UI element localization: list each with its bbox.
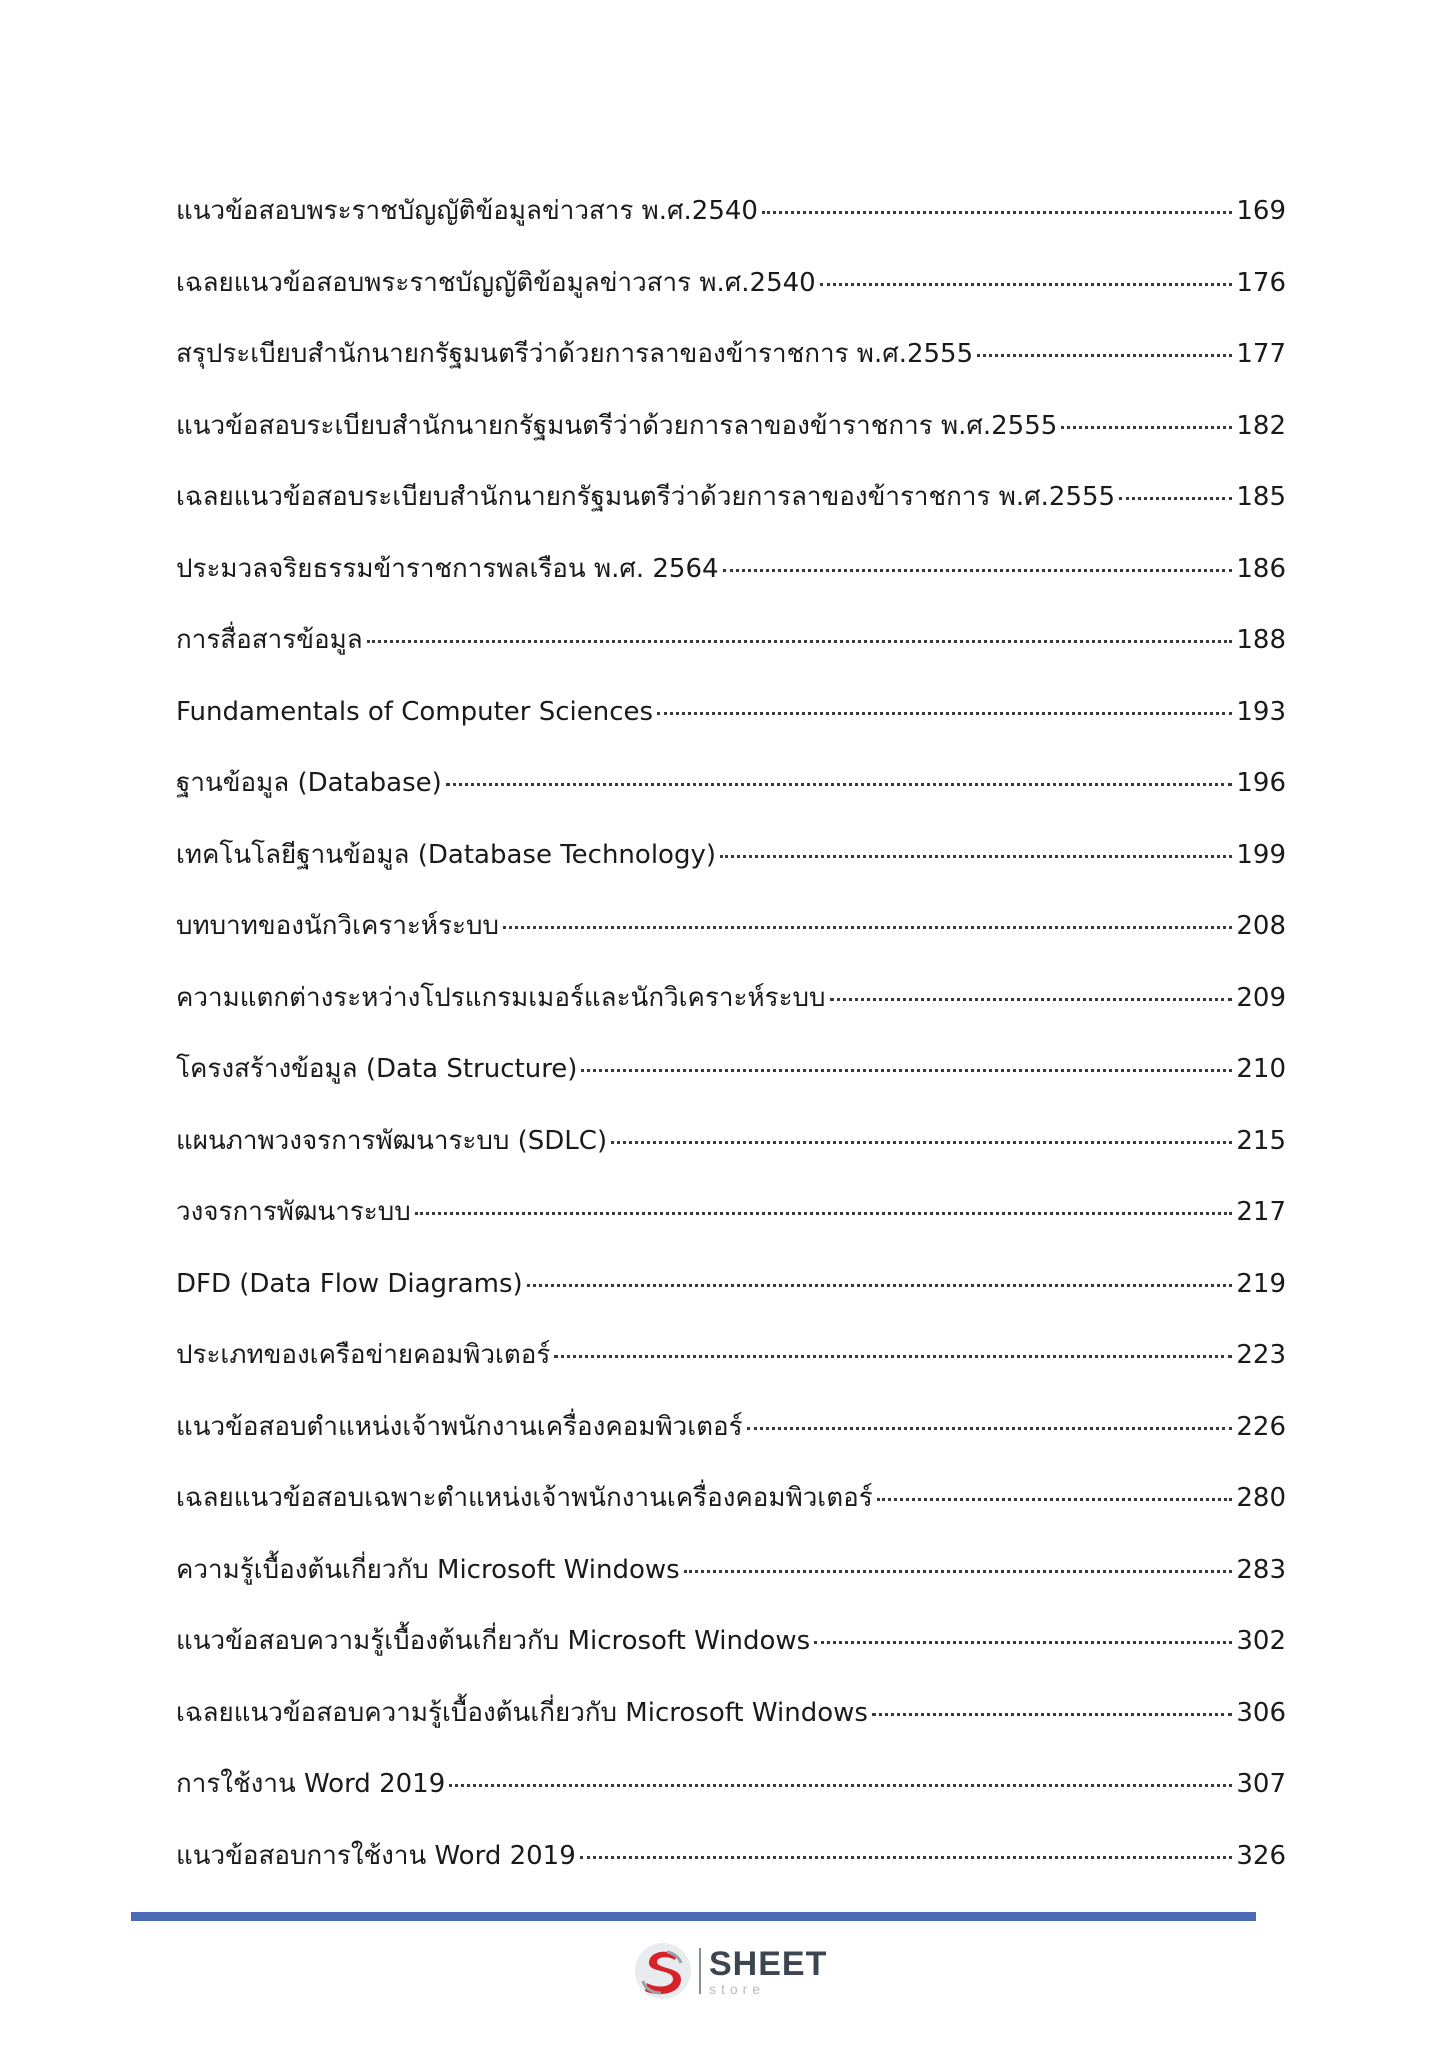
toc-entry-title: วงจรการพัฒนาระบบ bbox=[176, 1197, 411, 1227]
toc-entry[interactable] bbox=[176, 1034, 1286, 1106]
toc-entry-title: เฉลยแนวข้อสอบเฉพาะตำแหน่งเจ้าพนักงานเครื่องคอมพิวเตอร์ bbox=[176, 1483, 873, 1513]
logo-brand-name: SHEET bbox=[709, 1944, 828, 1983]
toc-entry-title: ฐานข้อมูล (Database) bbox=[176, 768, 442, 798]
toc-entry-title: เฉลยแนวข้อสอบพระราชบัญญัติข้อมูลข่าวสาร พ.ศ.2540 bbox=[176, 267, 816, 298]
dot-leader bbox=[415, 1212, 1233, 1215]
dot-leader bbox=[723, 569, 1233, 572]
toc-entry-page: 326 bbox=[1236, 1840, 1286, 1871]
toc-entry[interactable] bbox=[176, 677, 1286, 749]
toc-entry-page: 219 bbox=[1236, 1268, 1286, 1299]
dot-leader bbox=[977, 354, 1232, 357]
dot-leader bbox=[657, 712, 1232, 715]
toc-entry[interactable] bbox=[176, 462, 1286, 534]
dot-leader bbox=[1119, 497, 1232, 500]
toc-entry-page: 223 bbox=[1236, 1340, 1286, 1370]
toc-entry-page: 199 bbox=[1236, 839, 1286, 870]
brand-logo bbox=[633, 1939, 827, 2003]
dot-leader bbox=[830, 998, 1233, 1001]
toc-entry-page: 280 bbox=[1236, 1483, 1286, 1513]
dot-leader bbox=[367, 640, 1233, 643]
toc-entry-page: 185 bbox=[1236, 482, 1286, 512]
dot-leader bbox=[581, 1069, 1232, 1072]
toc-entry-page: 283 bbox=[1236, 1554, 1286, 1585]
toc-entry-page: 306 bbox=[1236, 1697, 1286, 1728]
dot-leader bbox=[446, 783, 1233, 786]
toc-entry[interactable] bbox=[176, 1392, 1286, 1464]
toc-entry[interactable] bbox=[176, 248, 1286, 320]
dot-leader bbox=[814, 1641, 1232, 1644]
dot-leader bbox=[684, 1570, 1233, 1573]
toc-entry[interactable] bbox=[176, 391, 1286, 463]
toc-entry-page: 209 bbox=[1236, 982, 1286, 1013]
toc-entry-title: ความรู้เบื้องต้นเกี่ยวกับ Microsoft Windows bbox=[176, 1554, 680, 1585]
toc-entry-title: แนวข้อสอบระเบียบสำนักนายกรัฐมนตรีว่าด้วยการลาของข้าราชการ พ.ศ.2555 bbox=[176, 410, 1058, 441]
toc-entry-page: 217 bbox=[1236, 1197, 1286, 1227]
dot-leader bbox=[872, 1713, 1232, 1716]
toc-entry[interactable] bbox=[176, 176, 1286, 248]
footer-divider bbox=[131, 1912, 1256, 1921]
toc-entry-page: 210 bbox=[1236, 1054, 1286, 1084]
toc-entry-page: 186 bbox=[1236, 553, 1286, 584]
toc-entry-title: ประมวลจริยธรรมข้าราชการพลเรือน พ.ศ. 2564 bbox=[176, 553, 719, 584]
toc-entry-title: แผนภาพวงจรการพัฒนาระบบ (SDLC) bbox=[176, 1125, 608, 1156]
sheet-store-s-logo-icon bbox=[633, 1941, 693, 2001]
toc-entry[interactable] bbox=[176, 1606, 1286, 1678]
toc-entry-page: 196 bbox=[1236, 768, 1286, 798]
toc-entry[interactable] bbox=[176, 820, 1286, 892]
toc-entry[interactable] bbox=[176, 1320, 1286, 1392]
toc-entry[interactable] bbox=[176, 1177, 1286, 1249]
dot-leader bbox=[877, 1498, 1233, 1501]
toc-entry-page: 193 bbox=[1236, 696, 1286, 727]
toc-entry-title: แนวข้อสอบตำแหน่งเจ้าพนักงานเครื่องคอมพิวเตอร์ bbox=[176, 1411, 743, 1442]
toc-entry-title: บทบาทของนักวิเคราะห์ระบบ bbox=[176, 911, 499, 941]
toc-entry[interactable] bbox=[176, 605, 1286, 677]
dot-leader bbox=[527, 1284, 1233, 1287]
toc-entry-page: 226 bbox=[1236, 1411, 1286, 1442]
toc-entry-title: เฉลยแนวข้อสอบระเบียบสำนักนายกรัฐมนตรีว่าด้วยการลาของข้าราชการ พ.ศ.2555 bbox=[176, 482, 1116, 512]
logo-brand-sub: store bbox=[709, 1980, 766, 1997]
toc-entry[interactable] bbox=[176, 748, 1286, 820]
toc-entry-title: แนวข้อสอบความรู้เบื้องต้นเกี่ยวกับ Microsoft Windows bbox=[176, 1626, 811, 1656]
toc-entry-page: 302 bbox=[1236, 1626, 1286, 1656]
table-of-contents bbox=[176, 176, 1286, 1892]
dot-leader bbox=[554, 1355, 1232, 1358]
toc-entry-page: 177 bbox=[1236, 339, 1286, 369]
toc-entry-title: แนวข้อสอบการใช้งาน Word 2019 bbox=[176, 1840, 576, 1871]
toc-entry-title: ความแตกต่างระหว่างโปรแกรมเมอร์และนักวิเคราะห์ระบบ bbox=[176, 982, 826, 1013]
toc-entry-title: การสื่อสารข้อมูล bbox=[176, 625, 363, 655]
toc-entry-page: 188 bbox=[1236, 625, 1286, 655]
toc-entry[interactable] bbox=[176, 1749, 1286, 1821]
toc-entry[interactable] bbox=[176, 891, 1286, 963]
toc-entry-page: 215 bbox=[1236, 1125, 1286, 1156]
toc-entry-title: Fundamentals of Computer Sciences bbox=[176, 696, 654, 727]
toc-entry-page: 208 bbox=[1236, 911, 1286, 941]
toc-entry-page: 307 bbox=[1236, 1769, 1286, 1799]
dot-leader bbox=[762, 211, 1232, 214]
dot-leader bbox=[820, 283, 1233, 286]
dot-leader bbox=[503, 926, 1232, 929]
toc-entry[interactable] bbox=[176, 1249, 1286, 1321]
toc-entry-page: 169 bbox=[1236, 196, 1286, 226]
toc-entry-title: แนวข้อสอบพระราชบัญญัติข้อมูลข่าวสาร พ.ศ.2540 bbox=[176, 196, 758, 226]
toc-entry-page: 176 bbox=[1236, 267, 1286, 298]
toc-entry[interactable] bbox=[176, 319, 1286, 391]
dot-leader bbox=[747, 1427, 1233, 1430]
toc-entry[interactable] bbox=[176, 1678, 1286, 1750]
toc-entry-title: สรุประเบียบสำนักนายกรัฐมนตรีว่าด้วยการลาของข้าราชการ พ.ศ.2555 bbox=[176, 339, 974, 369]
toc-entry[interactable] bbox=[176, 1821, 1286, 1893]
toc-entry[interactable] bbox=[176, 534, 1286, 606]
toc-entry-title: เฉลยแนวข้อสอบความรู้เบื้องต้นเกี่ยวกับ Microsoft Windows bbox=[176, 1697, 868, 1728]
toc-entry[interactable] bbox=[176, 1463, 1286, 1535]
logo-divider bbox=[699, 1948, 701, 1994]
toc-entry-title: โครงสร้างข้อมูล (Data Structure) bbox=[176, 1054, 578, 1084]
toc-entry[interactable] bbox=[176, 1106, 1286, 1178]
toc-entry-page: 182 bbox=[1236, 410, 1286, 441]
toc-entry-title: ประเภทของเครือข่ายคอมพิวเตอร์ bbox=[176, 1340, 551, 1370]
dot-leader bbox=[720, 855, 1232, 858]
dot-leader bbox=[580, 1856, 1233, 1859]
toc-entry-title: DFD (Data Flow Diagrams) bbox=[176, 1268, 523, 1299]
toc-entry-title: การใช้งาน Word 2019 bbox=[176, 1769, 446, 1799]
toc-entry[interactable] bbox=[176, 963, 1286, 1035]
toc-entry[interactable] bbox=[176, 1535, 1286, 1607]
dot-leader bbox=[449, 1784, 1232, 1787]
logo-wordmark bbox=[709, 1944, 828, 1997]
dot-leader bbox=[1061, 426, 1232, 429]
toc-entry-title: เทคโนโลยีฐานข้อมูล (Database Technology) bbox=[176, 839, 716, 870]
dot-leader bbox=[611, 1141, 1232, 1144]
